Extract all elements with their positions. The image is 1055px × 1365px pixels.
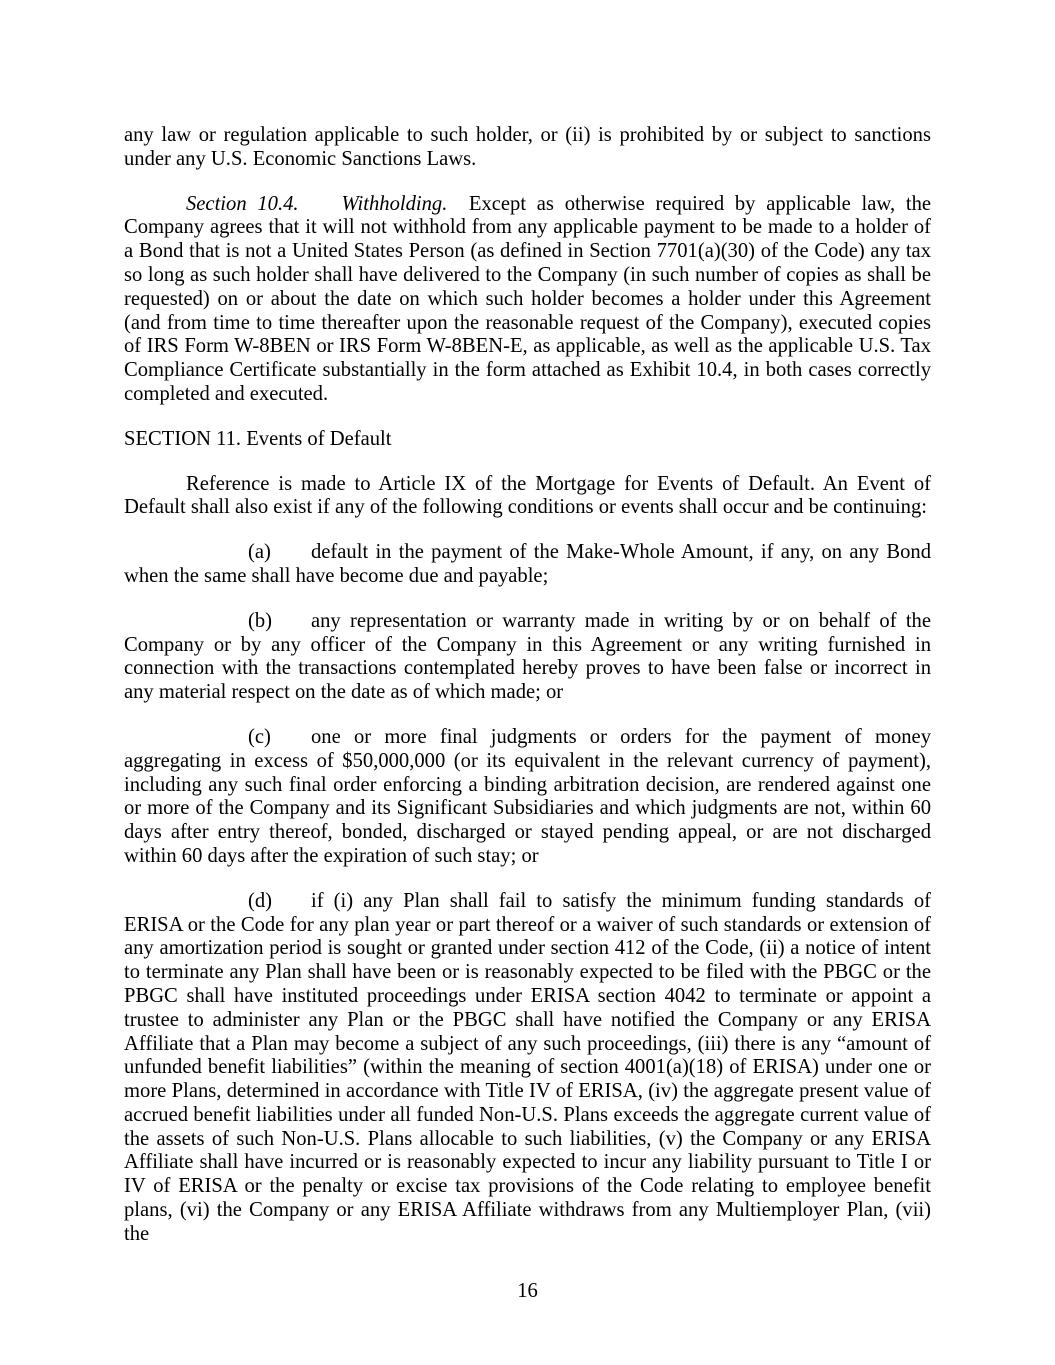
list-item <box>124 726 931 869</box>
document-page <box>124 124 931 1268</box>
list-item <box>124 610 931 705</box>
item-label: (d) <box>248 889 273 912</box>
section-11-heading: SECTION 11. Events of Default <box>124 427 392 450</box>
section-11-intro: Reference is made to Article IX of the Mortgage for Events of Default. An Event of Default shall also exist if any of the following conditions or events shall occur and be continuing: <box>124 472 931 519</box>
item-text: any representation or warranty made in writing by or on behalf of the Company or by any officer of the Company in this Agreement or any writing furnished in connection with the transactions contemplated hereby proves to have been false or incorrect in any material respect on the date as of which made; or <box>124 609 931 704</box>
item-text: if (i) any Plan shall fail to satisfy the minimum funding standards of ERISA or the Code for any plan year or part thereof or a waiver of such standards or extension of any amortization period is sought or granted under section 412 of the Code, (ii) a notice of intent to terminate any Plan shall have been or is reasonably expected to be filed with the PBGC or the PBGC shall have instituted proceedings under ERISA section 4042 to terminate or appoint a trustee to administer any Plan or the PBGC shall have notified the Company or any ERISA Affiliate that a Plan may become a subject of any such proceedings, (iii) there is any “amount of unfunded benefit liabilities” (within the meaning of section 4001(a)(18) of ERISA) under one or more Plans, determined in accordance with Title IV of ERISA, (iv) the aggregate present value of accrued benefit liabilities under all funded Non-U.S. Plans exceeds the aggregate current value of the assets of such Non-U.S. Plans allocable to such liabilities, (v) the Company or any ERISA Affiliate shall have incurred or is reasonably expected to incur any liability pursuant to Title I or IV of ERISA or the penalty or excise tax provisions of the Code relating to employee benefit plans, (vi) the Company or any ERISA Affiliate withdraws from any Multiemployer Plan, (vii) the <box>124 889 931 1245</box>
item-label: (a) <box>248 541 271 564</box>
paragraph-continuation: any law or regulation applicable to such holder, or (ii) is prohibited by or subject to sanctions under any U.S. Economic Sanctions Laws. <box>124 124 931 170</box>
section-number: Section 10.4. <box>186 192 299 215</box>
page-number: 16 <box>517 1280 538 1302</box>
section-body: Except as otherwise required by applicable law, the Company agrees that it will not withhold from any applicable payment to be made to a holder of a Bond that is not a United States Person (as defined in Section 7701(a)(30) of the Code) any tax so long as such holder shall have delivered to the Company (in such number of copies as shall be requested) on or about the date on which such holder becomes a holder under this Agreement (and from time to time thereafter upon the reasonable request of the Company), executed copies of IRS Form W-8BEN or IRS Form W-8BEN-E, as applicable, as well as the applicable U.S. Tax Compliance Certificate substantially in the form attached as Exhibit 10.4, in both cases correctly completed and executed. <box>124 192 932 405</box>
section-10-4 <box>124 193 931 407</box>
section-title: Withholding. <box>341 192 448 215</box>
item-label: (b) <box>248 609 273 632</box>
item-text: default in the payment of the Make-Whole Amount, if any, on any Bond when the same shall have become due and payable; <box>124 541 931 587</box>
item-label: (c) <box>248 725 271 748</box>
list-item <box>124 541 931 589</box>
list-item <box>124 890 931 1247</box>
item-text: one or more final judgments or orders for the payment of money aggregating in excess of $50,000,000 (or its equivalent in the relevant currency of payment), including any such final order enforcing a binding arbitration decision, are rendered against one or more of the Company and its Significant Subsidiaries and which judgments are not, within 60 days after entry thereof, bonded, discharged or stayed pending appeal, or are not discharged within 60 days after the expiration of such stay; or <box>124 725 931 867</box>
